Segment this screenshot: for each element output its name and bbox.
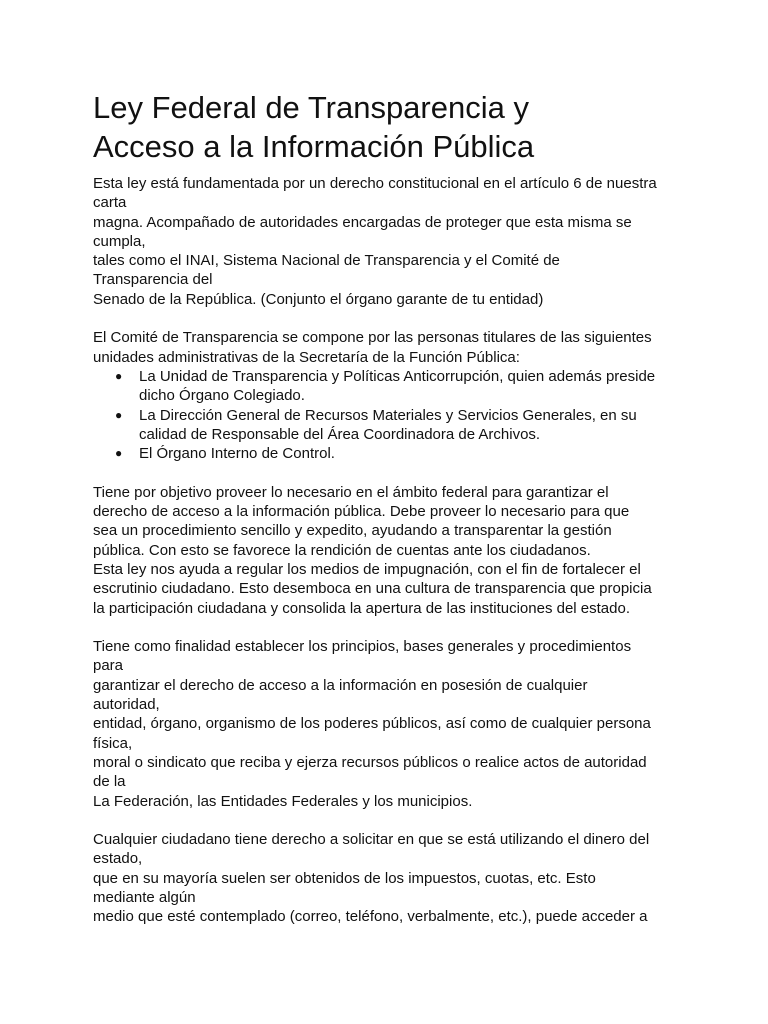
bullet-icon: ● bbox=[115, 407, 123, 422]
list-item bbox=[93, 406, 683, 445]
title-line: Ley Federal de Transparencia y bbox=[93, 90, 529, 125]
paragraph-gap bbox=[93, 309, 683, 328]
text-line: carta bbox=[93, 194, 127, 212]
paragraph-citizen-rights bbox=[93, 830, 683, 926]
bullet-icon: ● bbox=[115, 368, 123, 383]
text-line: La Federación, las Entidades Federales y los municipios. bbox=[93, 792, 473, 810]
text-line: entidad, órgano, organismo de los poderes públicos, así como de cualquier persona bbox=[93, 715, 651, 733]
text-line: cumpla, bbox=[93, 232, 146, 250]
text-line: la participación ciudadana y consolida la apertura de las instituciones del estado. bbox=[93, 599, 631, 617]
text-line: pública. Con esto se favorece la rendición de cuentas ante los ciudadanos. bbox=[93, 541, 591, 559]
text-line: Cualquier ciudadano tiene derecho a solicitar en que se está utilizando el dinero del bbox=[93, 831, 650, 849]
text-line: Tiene por objetivo proveer lo necesario en el ámbito federal para garantizar el bbox=[93, 483, 609, 501]
text-line: sea un procedimiento sencillo y expedito, ayudando a transparentar la gestión bbox=[93, 522, 612, 540]
text-line: tales como el INAI, Sistema Nacional de Transparencia y el Comité de bbox=[93, 252, 560, 270]
text-line: derecho de acceso a la información pública. Debe proveer lo necesario para que bbox=[93, 503, 630, 521]
paragraph-gap bbox=[93, 811, 683, 830]
text-line: estado, bbox=[93, 850, 143, 868]
text-line: Tiene como finalidad establecer los principios, bases generales y procedimientos bbox=[93, 638, 632, 656]
text-line: Senado de la República. (Conjunto el órgano garante de tu entidad) bbox=[93, 290, 544, 308]
text-line: El Comité de Transparencia se compone por las personas titulares de las siguientes bbox=[93, 329, 652, 347]
paragraph-objective bbox=[93, 483, 683, 618]
paragraph-purpose bbox=[93, 637, 683, 811]
paragraph-constitutional-basis bbox=[93, 174, 683, 309]
text-line: moral o sindicato que reciba y ejerza recursos públicos o realice actos de autoridad bbox=[93, 753, 647, 771]
bullet-icon: ● bbox=[115, 446, 123, 461]
paragraph-gap bbox=[93, 618, 683, 637]
text-line: garantizar el derecho de acceso a la información en posesión de cualquier bbox=[93, 676, 588, 694]
text-line: La Dirección General de Recursos Materiales y Servicios Generales, en su bbox=[139, 406, 637, 424]
text-line: La Unidad de Transparencia y Políticas Anticorrupción, quien además preside bbox=[139, 367, 656, 385]
paragraph-committee bbox=[93, 328, 683, 367]
text-line: Esta ley nos ayuda a regular los medios de impugnación, con el fin de fortalecer el bbox=[93, 560, 641, 578]
text-line: El Órgano Interno de Control. bbox=[139, 445, 335, 463]
document-page bbox=[93, 88, 683, 927]
text-line: que en su mayoría suelen ser obtenidos de los impuestos, cuotas, etc. Esto bbox=[93, 869, 596, 887]
text-line: calidad de Responsable del Área Coordinadora de Archivos. bbox=[139, 425, 541, 443]
text-line: mediante algún bbox=[93, 888, 196, 906]
text-line: autoridad, bbox=[93, 696, 160, 714]
paragraph-gap bbox=[93, 463, 683, 482]
text-line: magna. Acompañado de autoridades encargadas de proteger que esta misma se bbox=[93, 213, 632, 231]
text-line: unidades administrativas de la Secretaría de la Función Pública: bbox=[93, 348, 520, 366]
text-line: de la bbox=[93, 773, 126, 791]
text-line: escrutinio ciudadano. Esto desemboca en una cultura de transparencia que propicia bbox=[93, 580, 652, 598]
text-line: dicho Órgano Colegiado. bbox=[139, 387, 305, 405]
committee-members-list bbox=[93, 367, 683, 463]
title-line: Acceso a la Información Pública bbox=[93, 129, 535, 164]
text-line: Transparencia del bbox=[93, 271, 213, 289]
text-line: Esta ley está fundamentada por un derecho constitucional en el artículo 6 de nuestra bbox=[93, 175, 657, 192]
text-line: para bbox=[93, 657, 124, 675]
text-line: medio que esté contemplado (correo, teléfono, verbalmente, etc.), puede acceder a bbox=[93, 908, 648, 926]
list-item bbox=[93, 444, 683, 463]
document-title bbox=[93, 88, 683, 166]
text-line: física, bbox=[93, 734, 133, 752]
list-item bbox=[93, 367, 683, 406]
